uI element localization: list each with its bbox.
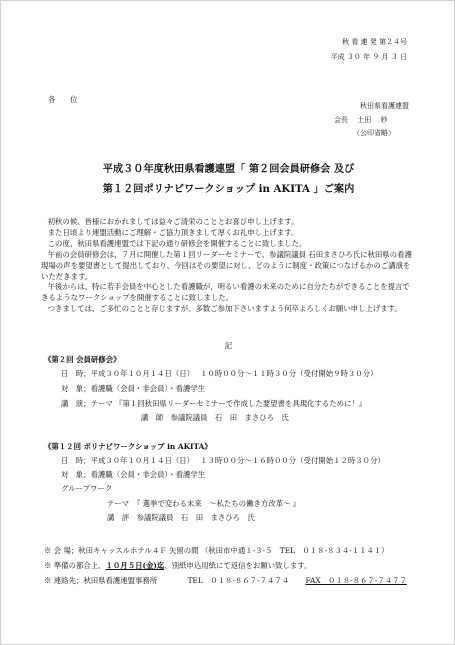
target-label: 対 象； [61,384,91,393]
session2-date [61,456,385,466]
contact-tel: TEL ０１８-８６７-７４７４ [187,576,290,585]
session2-heading: 《第１２回 ポリナビワークショップ in AKITA》 [44,442,212,451]
lecture-value: テーマ 『第１回秋田県リーダーセミナーで作成した要望書を具現化するために！』 [90,399,367,408]
note-mark: ※ [44,576,52,585]
target-label: 対 象； [61,470,91,479]
session2-group-work: グループワーク [61,484,113,493]
session1-heading: 《第２回 会員研修会》 [44,355,121,364]
paragraph: 初秋の候、皆様におかれましては益々ご清栄のこととお喜び申し上げます。 [47,217,299,226]
date-label: 日 時； [61,369,91,378]
target-value: 看護職（会員・非会員）・看護学生 [90,384,206,393]
contact-label: 連絡先；秋田県看護連盟事務所 [53,576,158,585]
session1-date [61,369,377,379]
session1-lecture [61,399,366,409]
paragraph: つきましては、ご多忙のことと存じますが、多数ご参加下さいますよう何卒よろしくお願い申し上げます。 [47,304,402,314]
venue-note [44,546,389,556]
prep-deadline: １０月５日(金)迄 [105,561,165,570]
session2-commentator: 講 評 参議院議員 石 田 まさひろ 氏 [107,513,255,522]
session2-theme: テーマ 『 選挙で変わる未来 ～私たちの働き方改革～ 』 [107,499,301,508]
title-line-1: 平成３０年度秋田県看護連盟「 第２回会員研修会 及び [102,163,355,175]
addressee: 各 位 [48,95,78,104]
note-mark: ※ [44,546,52,555]
date-value: 平成３０年１０月１４日（日） １０時００分～１１時３０分（受付開始９時３０分） [90,369,378,378]
contact-note [44,576,407,586]
paragraph: 午前の会員研修会は，７月に開催した第１回リーダーセミナーで、参議院議員 石田まさひろ氏に秋田県の看護現場の声を要望書として提出しており、今回はその要望に対し、どのように制度・政策につなげるかのご講演をいただきます。 [41,249,412,281]
lecture-label: 講 演； [61,399,91,408]
sender-note: （公印省略） [353,129,395,137]
paragraph: この度、秋田県看護連盟では下記の通り研修会を開催することに致しました。 [47,238,307,248]
ki-mark: 記 [224,341,233,350]
session2-target [61,470,205,480]
prep-note [44,561,311,571]
date-value: 平成３０年１０月１４日（日） １３時００分～１６時００分（受付開始１２時３０分） [90,456,385,465]
body-text [41,217,413,315]
contact-fax: FAX ０１８-８６７-７４７７ [305,576,407,585]
date-label: 日 時； [61,456,91,465]
paragraph: 午後からは、特に若手会員を中心とした看護職が，明るい看護の未来のために自分たちができることを提言できるようなワークショップを開催することに致しました。 [41,282,410,303]
session1-target [61,384,205,394]
prep-text-before: 準備の都合上、 [53,561,106,570]
sender-title: 会長 土田 妙 [334,116,388,124]
title-line-2: 第１２回ポリナビワークショップ in AKITA 」ご案内 [102,183,355,195]
paragraph: また日頃より連盟活動にご理解・ご協力頂きまして厚くお礼申し上げます。 [47,227,299,237]
note-mark: ※ [44,561,52,570]
venue-text: 会 場；秋田キャッスルホテル４Ｆ 矢留の間 （秋田市中通１-３-５ TEL ０１８-８３４-１１４１） [53,546,389,555]
target-value: 看護職（会員・非会員）・看護学生 [90,470,206,479]
doc-number: 秋 看 連 発 第２４号 [342,38,407,46]
sender-org: 秋田県看護連盟 [360,102,409,110]
prep-text-after: 、別紙申込用紙にて返信をお願い致します。 [164,561,312,570]
session1-lecturer: 講 師 参議院議員 石 田 まさひろ 氏 [141,413,289,422]
doc-date: 平成 ３０ 年 ９ 月 ３ 日 [330,53,407,61]
